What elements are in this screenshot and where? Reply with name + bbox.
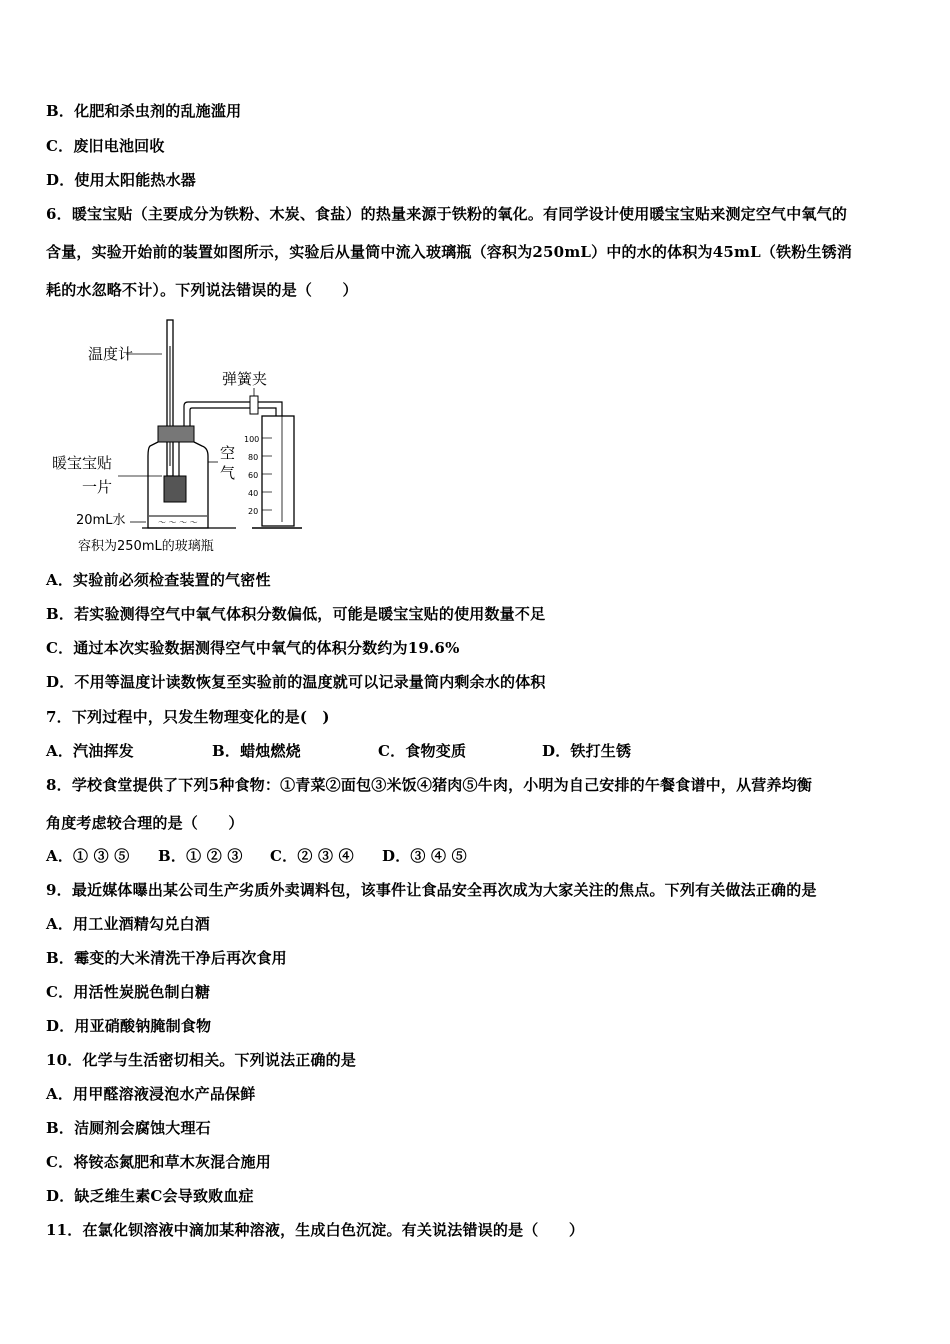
hand-warmer-label-1: 暖宝宝贴	[52, 454, 113, 472]
q9-stem: 9．最近媒体曝出某公司生产劣质外卖调料包，该事件让食品安全再次成为大家关注的焦点。下列有关做法正确的是	[46, 881, 817, 899]
q10-option-b: B．洁厕剂会腐蚀大理石	[46, 1119, 211, 1137]
line-q5-c: C．废旧电池回收	[46, 137, 165, 155]
q6-option-d: D．不用等温度计读数恢复至实验前的温度就可以记录量筒内剩余水的体积	[46, 673, 546, 691]
q8-stem-2: 角度考虑较合理的是（ ）	[46, 814, 244, 832]
cylinder-scale	[244, 435, 272, 516]
experiment-diagram	[46, 316, 306, 558]
q7-stem: 7．下列过程中，只发生物理变化的是( )	[46, 708, 330, 726]
scale-80: 80	[248, 453, 259, 462]
air-label-1: 空	[220, 444, 236, 462]
q6-stem-3: 耗的水忽略不计）。下列说法错误的是（ ）	[46, 281, 358, 299]
q8-option-c: C．② ③ ④	[270, 847, 354, 865]
q10-option-c: C．将铵态氮肥和草木灰混合施用	[46, 1153, 271, 1171]
scale-20: 20	[248, 507, 259, 516]
connecting-tube	[184, 402, 282, 426]
q6-option-a: A．实验前必须检查装置的气密性	[46, 571, 271, 589]
scale-40: 40	[248, 489, 259, 498]
q6-stem-2: 含量，实验开始前的装置如图所示，实验后从量筒中流入玻璃瓶（容积为250mL）中的水的体积为45mL（铁粉生锈消	[46, 243, 853, 261]
q10-stem: 10．化学与生活密切相关。下列说法正确的是	[46, 1051, 357, 1069]
q8-option-d: D．③ ④ ⑤	[382, 847, 467, 865]
bottle-stopper	[158, 426, 194, 442]
q7-option-c: C．食物变质	[378, 742, 467, 760]
q8-option-a: A．① ③ ⑤	[46, 847, 130, 865]
line-q5-d: D．使用太阳能热水器	[46, 171, 197, 189]
spring-clip-label: 弹簧夹	[222, 370, 268, 388]
q8-option-b: B．① ② ③	[158, 847, 243, 865]
svg-text:～ ～ ～ ～: ～ ～ ～ ～	[158, 518, 198, 527]
hand-warmer-label-2: 一片	[82, 478, 113, 496]
scale-100: 100	[244, 435, 260, 444]
q8-options	[46, 846, 467, 866]
air-label-2: 气	[220, 464, 236, 482]
q7-option-b: B．蜡烛燃烧	[212, 742, 301, 760]
spring-clip	[250, 396, 258, 414]
graduated-cylinder	[262, 416, 294, 526]
thermometer-label: 温度计	[88, 345, 134, 363]
q7-options	[46, 741, 631, 761]
q11-stem: 11．在氯化钡溶液中滴加某种溶液，生成白色沉淀。有关说法错误的是（ ）	[46, 1221, 585, 1239]
q8-stem-1: 8．学校食堂提供了下列5种食物：①青菜②面包③米饭④猪肉⑤牛肉，小明为自己安排的午餐食谱中，从营养均衡	[46, 776, 813, 794]
q9-option-d: D．用亚硝酸钠腌制食物	[46, 1017, 212, 1035]
q7-option-d: D．铁打生锈	[542, 742, 632, 760]
scale-60: 60	[248, 471, 259, 480]
q7-option-a: A．汽油挥发	[46, 742, 134, 760]
q10-option-d: D．缺乏维生素C会导致败血症	[46, 1187, 254, 1205]
q6-stem-1: 6．暖宝宝贴（主要成分为铁粉、木炭、食盐）的热量来源于铁粉的氧化。有同学设计使用暖宝宝贴来测定空气中氧气的	[46, 205, 848, 223]
q10-option-a: A．用甲醛溶液浸泡水产品保鲜	[46, 1085, 256, 1103]
q9-option-c: C．用活性炭脱色制白糖	[46, 983, 211, 1001]
q6-option-b: B．若实验测得空气中氧气体积分数偏低，可能是暖宝宝贴的使用数量不足	[46, 605, 546, 623]
water-label: 20mL水	[76, 513, 126, 528]
q9-option-b: B．霉变的大米清洗干净后再次食用	[46, 949, 287, 967]
q6-option-c: C．通过本次实验数据测得空气中氧气的体积分数约为19.6%	[46, 639, 460, 657]
line-q5-b: B．化肥和杀虫剂的乱施滥用	[46, 102, 242, 120]
hand-warmer-patch	[164, 476, 186, 502]
q9-option-a: A．用工业酒精勾兑白酒	[46, 915, 210, 933]
bottle-label: 容积为250mL的玻璃瓶	[78, 539, 214, 554]
